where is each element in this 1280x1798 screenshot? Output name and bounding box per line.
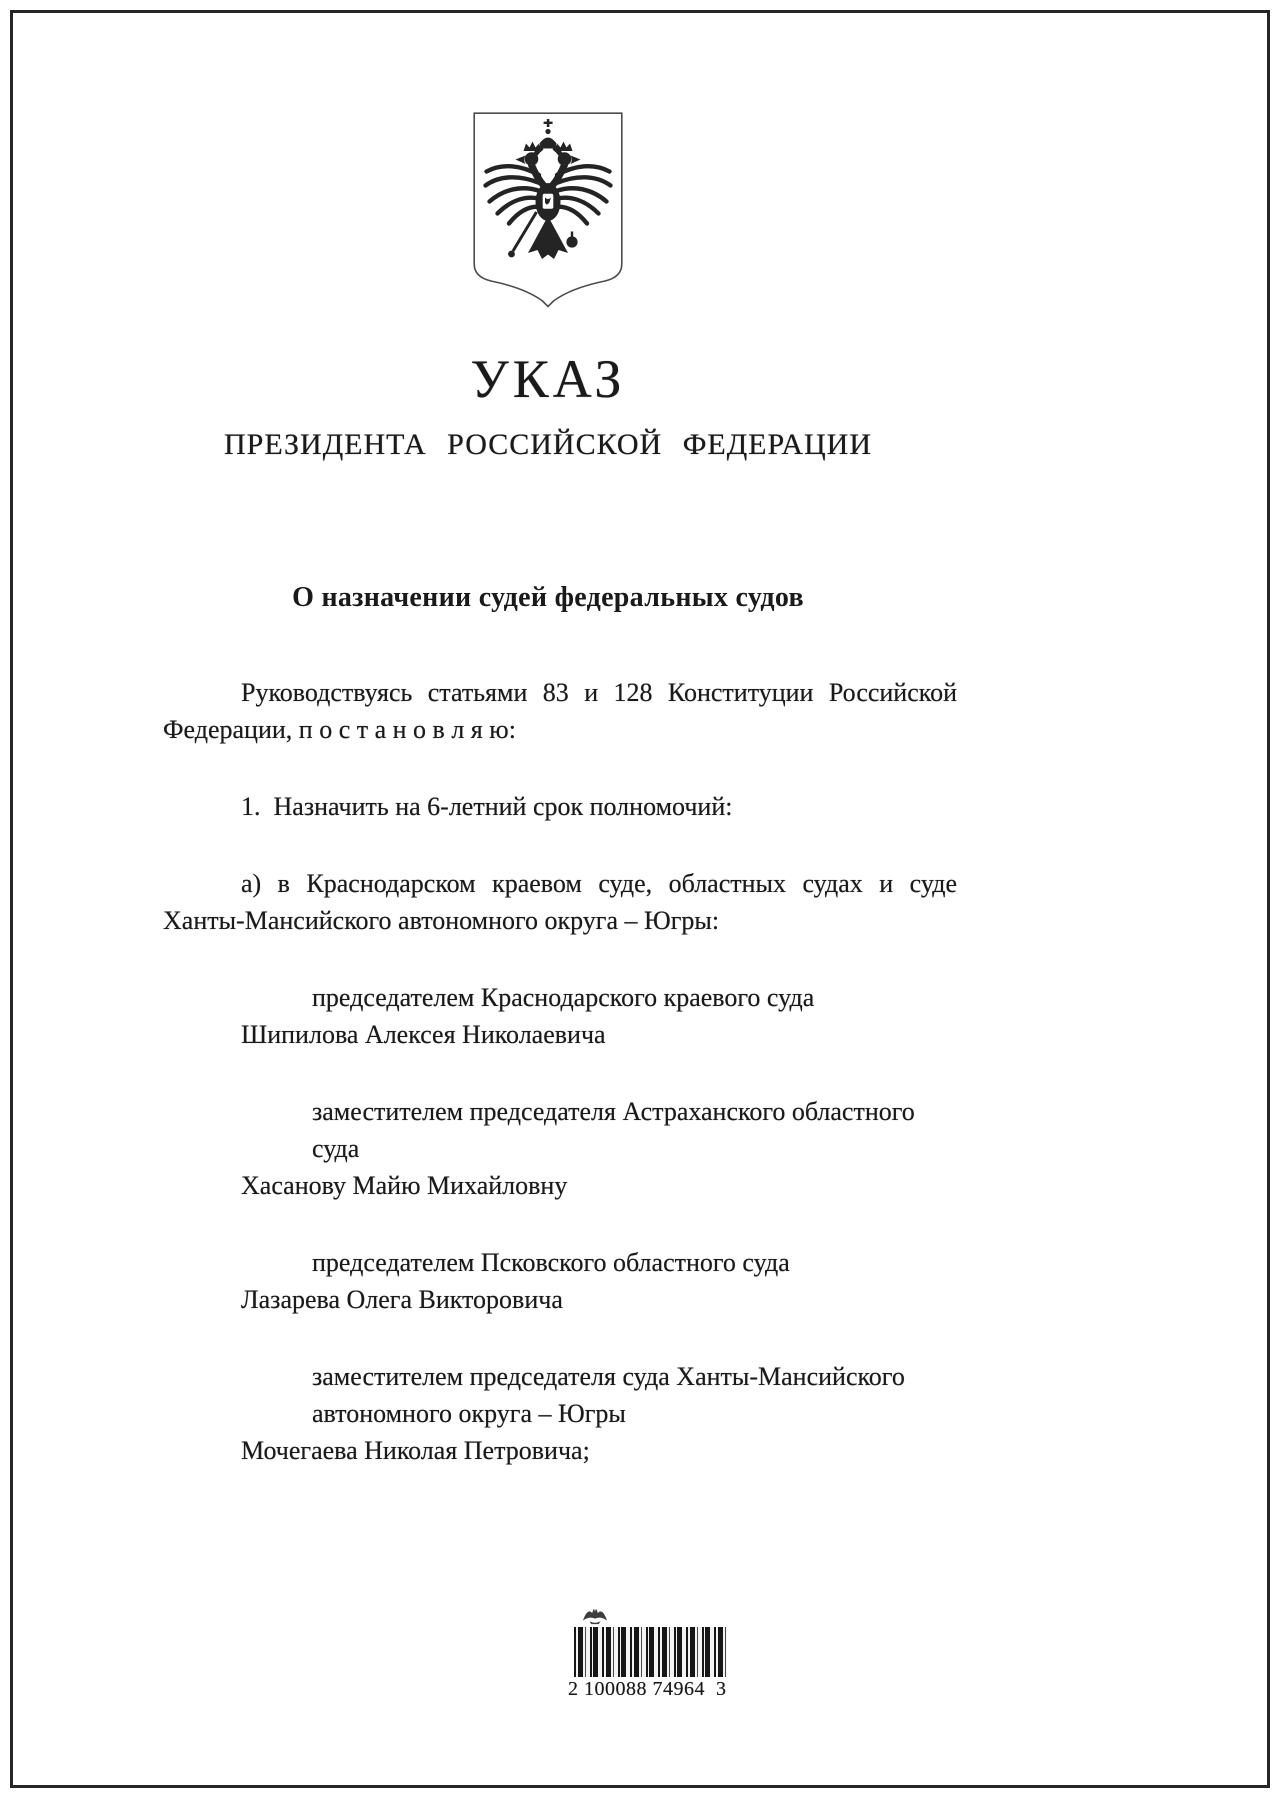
barcode-block — [568, 1602, 734, 1701]
body-line: Ханты-Мансийского автономного округа – Югры: — [163, 906, 720, 935]
barcode-digits: 2 100088 74964 3 — [568, 1678, 727, 1700]
publisher-mark-icon — [578, 1602, 612, 1626]
decree-type-title: УКАЗ — [470, 349, 626, 409]
paragraph-item-1 — [163, 788, 957, 825]
body-line: 1. Назначить на 6-летний срок полномочий: — [241, 792, 733, 821]
body-line: Мочегаева Николая Петровича; — [241, 1436, 590, 1465]
appointment-krasnodar — [163, 979, 957, 1053]
body-line: Лазарева Олега Викторовича — [241, 1285, 563, 1314]
body-line: председателем Псковского областного суда — [312, 1248, 790, 1277]
decree-issuer: ПРЕЗИДЕНТА РОССИЙСКОЙ ФЕДЕРАЦИИ — [223, 428, 873, 461]
body-line: суда — [312, 1134, 360, 1163]
body-line: заместителем председателя Астраханского областного — [312, 1097, 915, 1126]
appointment-pskov — [163, 1244, 957, 1318]
body-line: а) в Краснодарском краевом суде, областных судах и суде — [241, 869, 957, 898]
body-line: Руководствуясь статьями 83 и 128 Конституции Российской — [241, 678, 957, 707]
decree-body — [163, 674, 957, 1469]
appointment-astrakhan — [163, 1093, 957, 1204]
decree-subject: О назначении судей федеральных судов — [292, 582, 804, 613]
body-line: Федерации, п о с т а н о в л я ю: — [163, 715, 516, 744]
paragraph-preamble — [163, 674, 957, 748]
barcode-bars — [574, 1627, 727, 1677]
body-line: Хасанову Майю Михайловну — [241, 1171, 568, 1200]
paragraph-item-a — [163, 865, 957, 939]
body-line: автономного округа – Югры — [312, 1399, 626, 1428]
body-line: председателем Краснодарского краевого суда — [312, 983, 815, 1012]
body-line: Шипилова Алексея Николаевича — [241, 1020, 606, 1049]
double-headed-eagle-icon — [473, 112, 623, 308]
body-line: заместителем председателя суда Ханты-Мансийского — [312, 1362, 905, 1391]
appointment-khanty-mansiysk — [163, 1358, 957, 1469]
coat-of-arms-emblem — [473, 112, 623, 308]
